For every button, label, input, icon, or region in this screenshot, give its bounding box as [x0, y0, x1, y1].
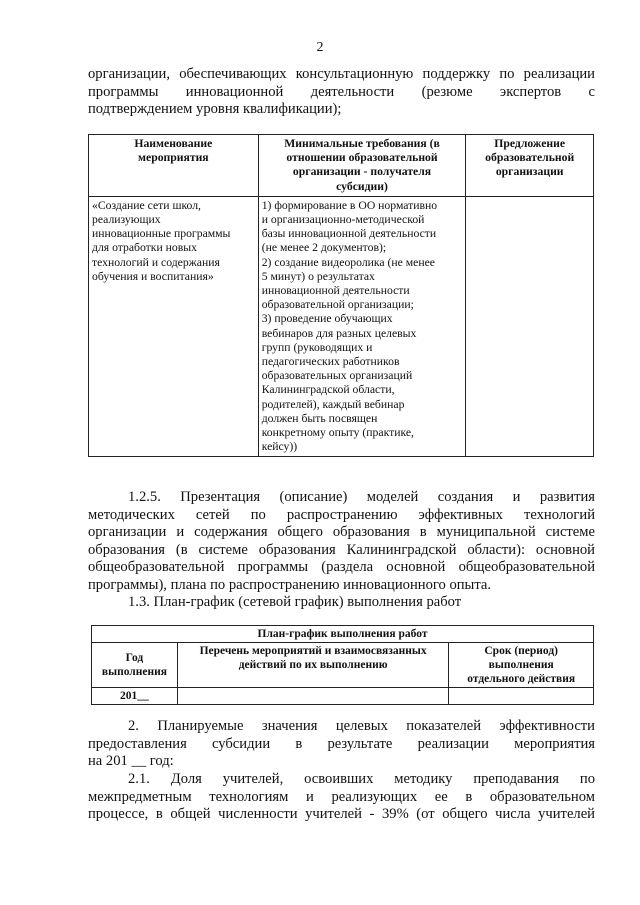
table-title: План-график выполнения работ: [92, 626, 594, 643]
section-line: 2. Планируемые значения целевых показателей эффективности: [128, 718, 595, 734]
intro-paragraph: [88, 66, 595, 119]
cell-term: [449, 688, 594, 705]
section-line: 1.2.5. Презентация (описание) моделей создания и развития: [128, 489, 595, 505]
section-2: [88, 718, 595, 771]
cell-activities: [177, 688, 449, 705]
section-line: организации и содержания общего образования в муниципальной системе: [88, 524, 595, 540]
section-line: межпредметным технологиям и реализующих ее в образовательном: [88, 788, 595, 805]
section-line: методических сетей по распространению эффективных технологий: [88, 506, 595, 523]
section-1-2-5: [88, 489, 595, 594]
cell-org-proposal: [466, 196, 594, 457]
table-row: [92, 688, 594, 705]
section-line: образования (в системе образования Калининградской области): основной: [88, 541, 595, 558]
section-line: предоставления субсидии в результате реализации мероприятия: [88, 735, 595, 752]
requirements-table: [88, 134, 594, 457]
cell-year: 201__: [92, 688, 178, 705]
header-min-requirements: Минимальные требования (в отношении образовательной организации - получателя субсидии): [258, 135, 466, 197]
section-line: программы), плана по распространению инновационного опыта.: [88, 576, 492, 593]
section-line: на 201 __ год:: [88, 753, 174, 769]
header-term: Срок (период) выполнения отдельного действия: [449, 643, 594, 688]
section-2-1: [88, 771, 595, 824]
table-header-row: [92, 643, 594, 688]
header-year: Год выполнения: [92, 643, 178, 688]
section-line: общеобразовательной программы (раздела основной общеобразовательной: [88, 559, 595, 575]
intro-line: подтверждением уровня квалификации);: [88, 101, 342, 117]
header-activities: Перечень мероприятий и взаимосвязанных действий по их выполнению: [177, 643, 449, 688]
table-header-row: [89, 135, 594, 197]
cell-event-name: «Создание сети школ, реализующих инновационные программы для отработки новых технологий и содержания обучения и воспитания»: [89, 196, 259, 457]
section-line: процессе, в общей численности учителей - 39% (от общего числа учителей: [88, 806, 595, 822]
cell-requirements: 1) формирование в ОО нормативно и организационно-методической базы инновационной деятельности (не менее 2 документов); 2) создание видеоролика (не менее 5 минут) о результатах инновационной деятельности образовательной организации; 3) проведение обучающих вебинаров для разных целевых групп (руководящих и педагогических работников образовательных организаций Калининградской области, родителей), каждый вебинар должен быть посвящен конкретному опыту (практике, кейсу)): [258, 196, 466, 457]
section-line: 2.1. Доля учителей, освоивших методику преподавания по: [128, 771, 595, 787]
header-event-name: Наименование мероприятия: [89, 135, 259, 197]
page-number: 2: [316, 40, 324, 55]
intro-line: организации, обеспечивающих консультационную поддержку по реализации: [88, 66, 595, 82]
section-heading: 1.3. План-график (сетевой график) выполнения работ: [128, 594, 462, 610]
intro-line: программы инновационной деятельности (резюме экспертов с: [88, 83, 595, 100]
header-org-proposal: Предложение образовательной организации: [466, 135, 594, 197]
table-title-row: [92, 626, 594, 643]
section-1-3: [88, 594, 595, 612]
table-row: [89, 196, 594, 457]
work-schedule-table: [91, 625, 594, 705]
